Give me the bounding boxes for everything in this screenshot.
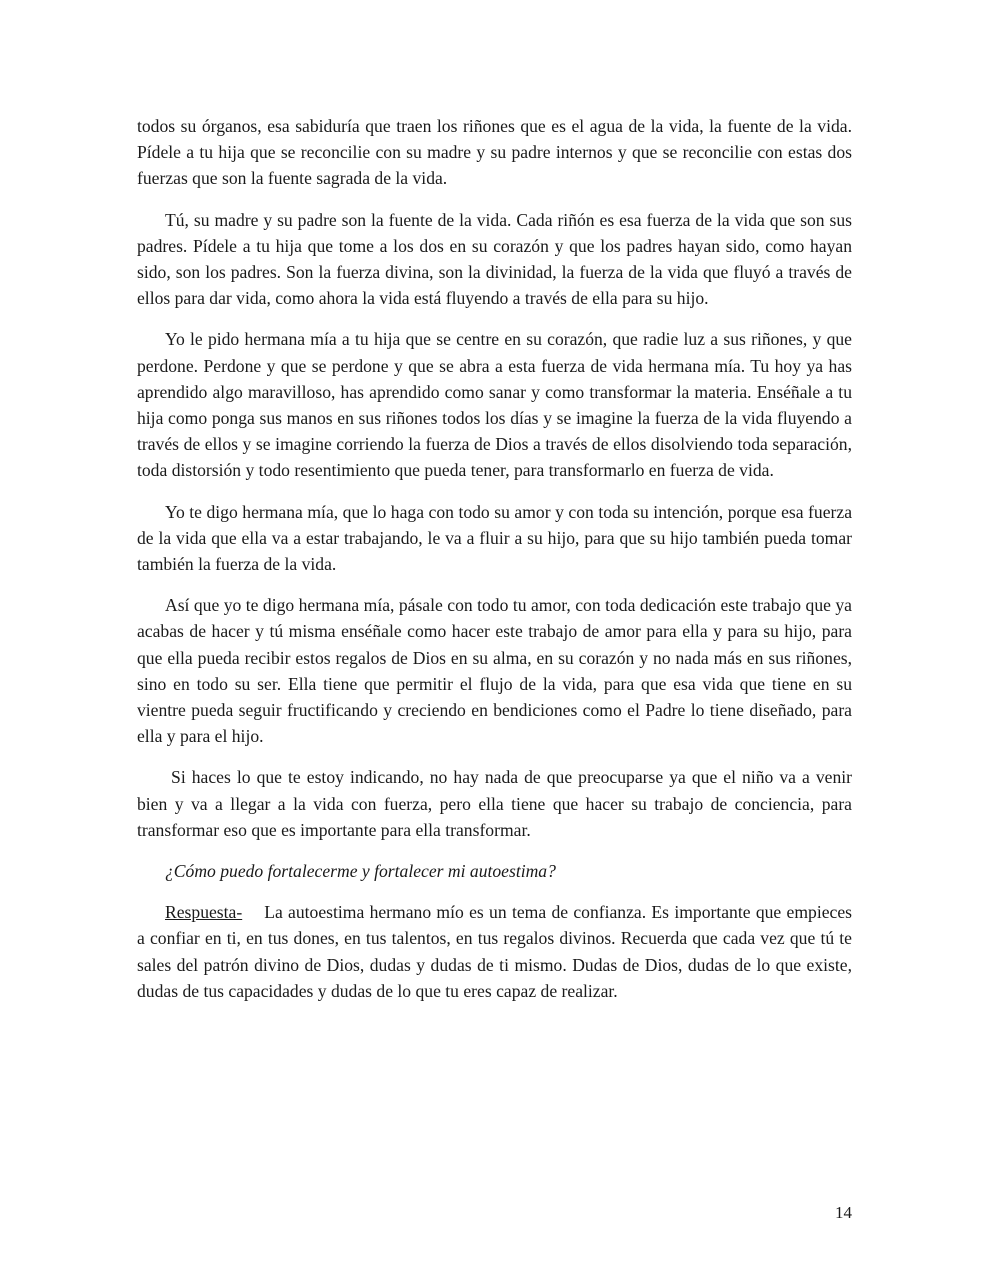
document-body [137,113,857,1019]
answer-paragraph [137,899,852,1004]
answer-label: Respuesta- [165,902,243,923]
paragraph: Así que yo te digo hermana mía, pásale con todo tu amor, con toda dedicación este trabajo que ya acabas de hacer y tú misma enséñale como hacer este trabajo de amor para ella y para su hijo, para que ella pueda recibir estos regalos de Dios en su alma, en su corazón y no nada más en sus riñones, sino en todo su ser. Ella tiene que permitir el flujo de la vida, para que esa vida que tiene en su vientre pueda seguir fructificando y creciendo en bendiciones como el Padre lo tiene diseñado, para ella y para el hijo. [137,595,852,747]
paragraph: Tú, su madre y su padre son la fuente de la vida. Cada riñón es esa fuerza de la vida que son sus padres. Pídele a tu hija que tome a los dos en su corazón y que los padres hayan sido, como hayan sido, son los padres. Son la fuerza divina, son la divinidad, la fuerza de la vida que fluyó a través de ellos para dar vida, como ahora la vida está fluyendo a través de ella para su hijo. [137,209,852,309]
paragraph: Yo le pido hermana mía a tu hija que se centre en su corazón, que radie luz a sus riñones, y que perdone. Perdone y que se perdone y que se abra a esta fuerza de vida hermana mía. Tu hoy ya has aprendido algo maravilloso, has aprendido como sanar y como transformar la materia. Enséñale a tu hija como ponga sus manos en sus riñones todos los días y se imagine la fuerza de la vida fluyendo a través de ellos y se imagine corriendo la fuerza de Dios a través de ellos disolviendo toda separación, toda distorsión y todo resentimiento que pueda tener, para transformarlo en fuerza de vida. [137,329,852,481]
answer-text: La autoestima hermano mío es un tema de confianza. Es importante que empieces a confiar en ti, en tus dones, en tus talentos, en tus regalos divinos. Recuerda que cada vez que tú te sales del patrón divino de Dios, dudas y dudas de ti mismo. Dudas de Dios, dudas de lo que existe, dudas de tus capacidades y dudas de lo que tu eres capaz de realizar. [137,902,852,1001]
page-number: 14 [835,1203,852,1222]
paragraph: Si haces lo que te estoy indicando, no hay nada de que preocuparse ya que el niño va a venir bien y va a llegar a la vida con fuerza, pero ella tiene que hacer su trabajo de conciencia, para transformar eso que es importante para ella transformar. [137,767,857,840]
paragraph: Yo te digo hermana mía, que lo haga con todo su amor y con toda su intención, porque esa fuerza de la vida que ella va a estar trabajando, le va a fluir a su hijo, para que su hijo también pueda tomar también la fuerza de la vida. [137,501,852,575]
paragraph: todos su órganos, esa sabiduría que traen los riñones que es el agua de la vida, la fuente de la vida. Pídele a tu hija que se reconcilie con su madre y su padre internos y que se reconcilie con estas dos fuerzas que son la fuente sagrada de la vida. [137,116,852,189]
question-heading: ¿Cómo puedo fortalecerme y fortalecer mi autoestima? [165,861,556,882]
